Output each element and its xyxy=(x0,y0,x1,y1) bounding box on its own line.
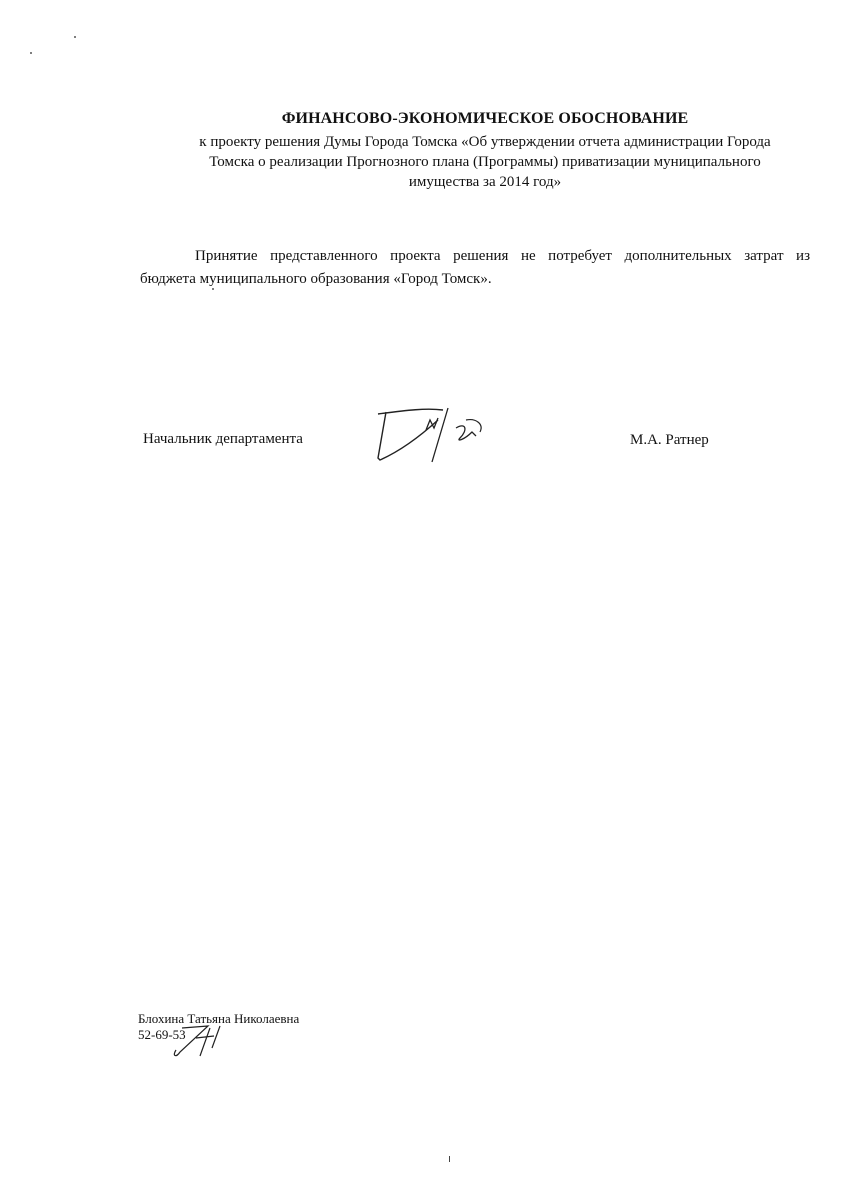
handwritten-initials xyxy=(168,1022,228,1060)
body-line: бюджета муниципального образования «Город Томск». xyxy=(140,271,492,287)
handwritten-signature xyxy=(368,400,498,465)
scan-speck xyxy=(74,36,76,38)
scan-speck xyxy=(30,52,32,54)
executor-name: Блохина Татьяна Николаевна xyxy=(138,1011,300,1026)
body-paragraph xyxy=(140,245,810,291)
document-subtitle xyxy=(140,132,830,192)
signer-name: М.А. Ратнер xyxy=(630,432,709,448)
body-line: Принятие представленного проекта решения не потребует дополнительных затрат из xyxy=(195,248,810,264)
subtitle-line: имущества за 2014 год» xyxy=(408,174,562,190)
subtitle-line: к проекту решения Думы Города Томска «Об утверждении отчета администрации Города xyxy=(199,134,771,150)
signer-position: Начальник департамента xyxy=(143,431,303,447)
page-mark xyxy=(449,1156,450,1162)
executor-phone: 52-69-53 xyxy=(138,1027,186,1042)
subtitle-line: Томска о реализации Прогнозного плана (Программы) приватизации муниципального xyxy=(209,154,761,170)
document-title: ФИНАНСОВО-ЭКОНОМИЧЕСКОЕ ОБОСНОВАНИЕ xyxy=(281,110,689,127)
